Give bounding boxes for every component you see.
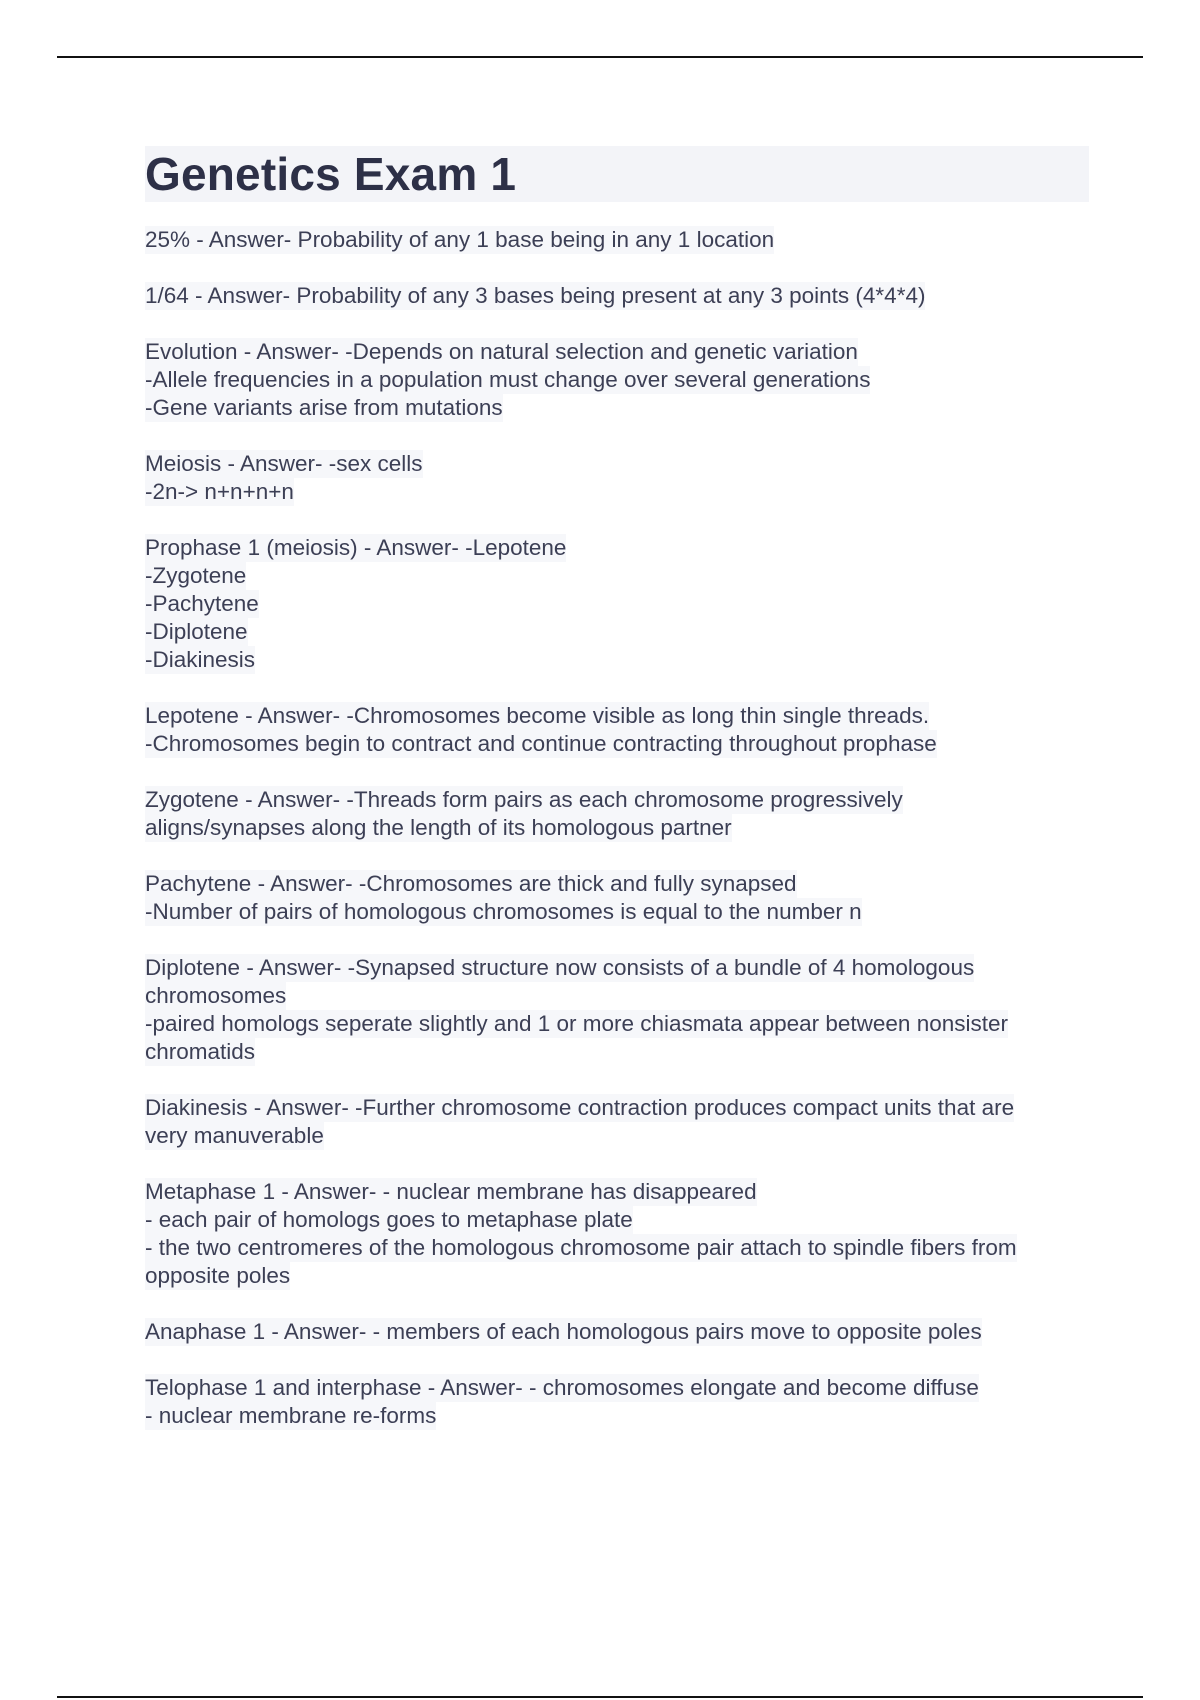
document-title: Genetics Exam 1 bbox=[145, 148, 517, 200]
entry-line: Meiosis - Answer- -sex cells bbox=[145, 451, 423, 476]
flashcard-entry bbox=[145, 534, 1089, 674]
entry-line: Pachytene - Answer- -Chromosomes are thick and fully synapsed bbox=[145, 871, 797, 896]
entry-line: Diplotene - Answer- -Synapsed structure now consists of a bundle of 4 homologous bbox=[145, 955, 975, 980]
entry-line: -Gene variants arise from mutations bbox=[145, 395, 503, 420]
entry-line: Evolution - Answer- -Depends on natural selection and genetic variation bbox=[145, 339, 858, 364]
entry-line: Prophase 1 (meiosis) - Answer- -Lepotene bbox=[145, 535, 567, 560]
entry-line: -Chromosomes begin to contract and continue contracting throughout prophase bbox=[145, 731, 937, 756]
entry-line: chromatids bbox=[145, 1039, 256, 1064]
entry-line: -Pachytene bbox=[145, 591, 259, 616]
entry-line: -Diakinesis bbox=[145, 647, 256, 672]
entry-line: chromosomes bbox=[145, 983, 287, 1008]
entry-line: - nuclear membrane re-forms bbox=[145, 1403, 437, 1428]
title-band bbox=[145, 146, 1089, 202]
entry-line: -Zygotene bbox=[145, 563, 247, 588]
entry-line: -Number of pairs of homologous chromosomes is equal to the number n bbox=[145, 899, 862, 924]
flashcard-entry bbox=[145, 338, 1089, 422]
bottom-rule bbox=[57, 1696, 1143, 1698]
top-rule bbox=[57, 56, 1143, 58]
flashcard-entry bbox=[145, 450, 1089, 506]
entry-line: Metaphase 1 - Answer- - nuclear membrane has disappeared bbox=[145, 1179, 757, 1204]
entry-line: -Allele frequencies in a population must change over several generations bbox=[145, 367, 871, 392]
entry-line: -paired homologs seperate slightly and 1 or more chiasmata appear between nonsister bbox=[145, 1011, 1008, 1036]
flashcard-entry bbox=[145, 786, 1089, 842]
flashcard-entry bbox=[145, 226, 1089, 254]
flashcard-entry bbox=[145, 282, 1089, 310]
entry-line: - the two centromeres of the homologous chromosome pair attach to spindle fibers from bbox=[145, 1235, 1017, 1260]
entry-line: 1/64 - Answer- Probability of any 3 bases being present at any 3 points (4*4*4) bbox=[145, 283, 926, 308]
entry-line: -2n-> n+n+n+n bbox=[145, 479, 294, 504]
entry-line: Lepotene - Answer- -Chromosomes become visible as long thin single threads. bbox=[145, 703, 930, 728]
entry-line: -Diplotene bbox=[145, 619, 248, 644]
flashcard-list bbox=[145, 226, 1089, 1430]
flashcard-entry bbox=[145, 870, 1089, 926]
entry-line: Zygotene - Answer- -Threads form pairs as each chromosome progressively bbox=[145, 787, 903, 812]
flashcard-entry bbox=[145, 1318, 1089, 1346]
flashcard-entry bbox=[145, 954, 1089, 1066]
flashcard-entry bbox=[145, 1374, 1089, 1430]
document-body bbox=[145, 146, 1089, 1458]
entry-line: Anaphase 1 - Answer- - members of each homologous pairs move to opposite poles bbox=[145, 1319, 982, 1344]
flashcard-entry bbox=[145, 1178, 1089, 1290]
flashcard-entry bbox=[145, 1094, 1089, 1150]
entry-line: very manuverable bbox=[145, 1123, 324, 1148]
entry-line: Diakinesis - Answer- -Further chromosome contraction produces compact units that are bbox=[145, 1095, 1015, 1120]
entry-line: Telophase 1 and interphase - Answer- - chromosomes elongate and become diffuse bbox=[145, 1375, 979, 1400]
entry-line: opposite poles bbox=[145, 1263, 291, 1288]
entry-line: - each pair of homologs goes to metaphase plate bbox=[145, 1207, 633, 1232]
entry-line: aligns/synapses along the length of its homologous partner bbox=[145, 815, 732, 840]
entry-line: 25% - Answer- Probability of any 1 base being in any 1 location bbox=[145, 227, 775, 252]
flashcard-entry bbox=[145, 702, 1089, 758]
